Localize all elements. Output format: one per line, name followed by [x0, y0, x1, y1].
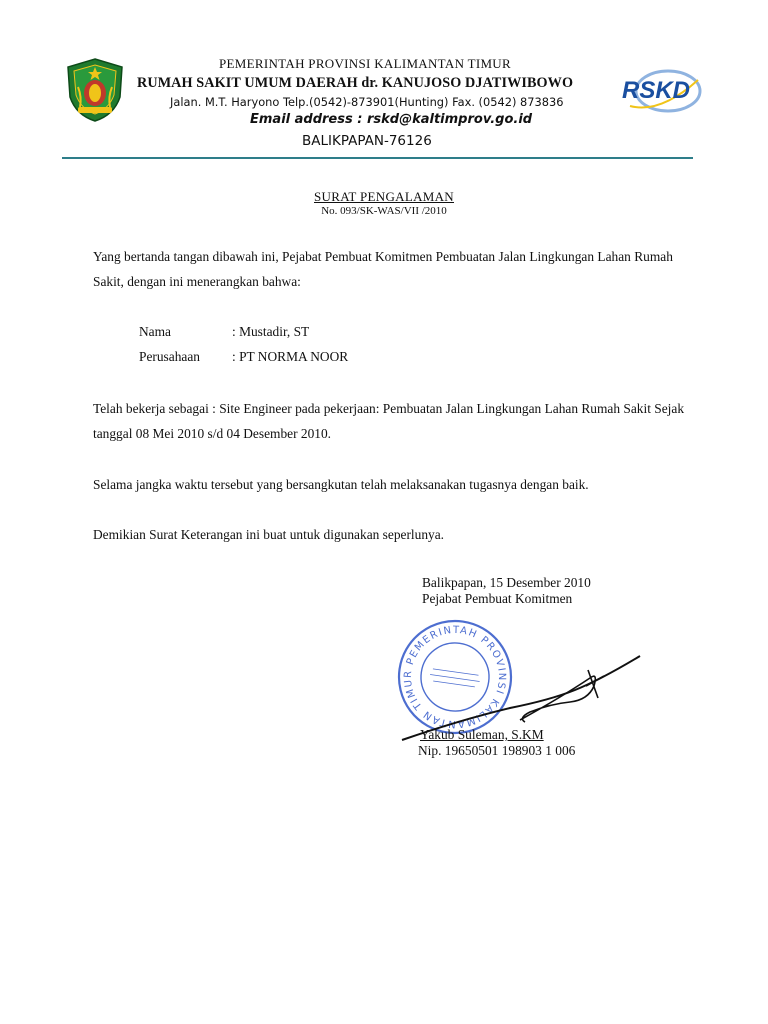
performance-paragraph: Selama jangka waktu tersebut yang bersangkutan telah melaksanakan tugasnya dengan baik.	[93, 477, 589, 492]
letterhead-government: PEMERINTAH PROVINSI KALIMANTAN TIMUR	[219, 56, 511, 71]
field-value-perusahaan: : PT NORMA NOOR	[232, 349, 349, 364]
letterhead-email: Email address : rskd@kaltimprov.go.id	[250, 112, 533, 127]
signature-name: Yakub Suleman, S.KM	[420, 727, 544, 742]
letterhead-address: Jalan. M.T. Haryono Telp.(0542)-873901(Hunting) Fax. (0542) 873836	[170, 95, 564, 109]
signature-nip: Nip. 19650501 198903 1 006	[418, 743, 576, 758]
signature-place-date: Balikpapan, 15 Desember 2010	[422, 575, 591, 590]
intro-paragraph: Yang bertanda tangan dibawah ini, Pejabat Pembuat Komitmen Pembuatan Jalan Lingkungan Lahan Rumah Sakit, dengan ini menerangkan bahwa:	[93, 249, 673, 289]
letterhead-hospital-name: RUMAH SAKIT UMUM DAERAH dr. KANUJOSO DJATIWIBOWO	[137, 75, 574, 91]
rskd-logo-icon	[620, 66, 702, 116]
rskd-logo-text: RSKD	[622, 77, 691, 104]
provincial-emblem-icon	[64, 57, 126, 123]
field-label-perusahaan: Perusahaan	[139, 349, 200, 364]
work-paragraph: Telah bekerja sebagai : Site Engineer pada pekerjaan: Pembuatan Jalan Lingkungan Lahan Rumah Sakit Sejak tanggal 08 Mei 2010 s/d 04 Desember 2010.	[93, 401, 685, 441]
letter-title: SURAT PENGALAMAN	[314, 189, 454, 204]
letterhead-city: BALIKPAPAN-76126	[302, 133, 432, 149]
field-value-nama: : Mustadir, ST	[232, 324, 310, 339]
field-label-nama: Nama	[139, 324, 171, 339]
signature-role: Pejabat Pembuat Komitmen	[422, 591, 573, 606]
letter-number: No. 093/SK-WAS/VII /2010	[321, 205, 447, 217]
letterhead-rule	[62, 157, 693, 159]
stamp-text: PEMERINTAH PROVINSI KALIMANTAN TIMUR	[402, 624, 508, 730]
closing-paragraph: Demikian Surat Keterangan ini buat untuk digunakan seperlunya.	[93, 527, 445, 542]
